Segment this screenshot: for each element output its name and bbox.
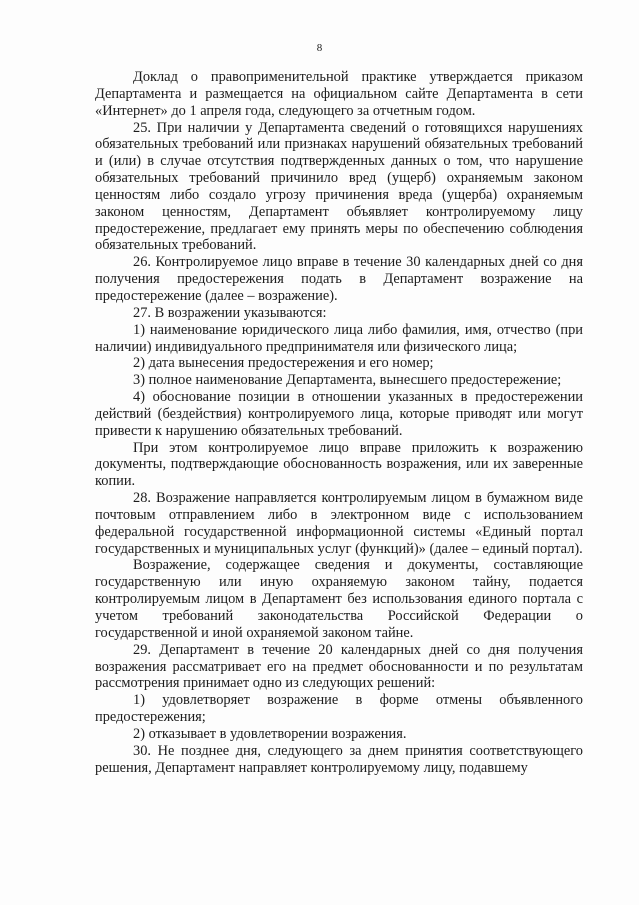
paragraph: 29. Департамент в течение 20 календарных дней со дня получения возражения рассматривает его на предмет обоснованности и по результатам рассмотрения принимает одно из следующих решений: — [95, 641, 583, 692]
paragraph: 2) отказывает в удовлетворении возражения. — [133, 725, 407, 742]
paragraph: 3) полное наименование Департамента, вынесшего предостережение; — [133, 372, 562, 389]
paragraph: 2) дата вынесения предостережения и его номер; — [133, 355, 434, 372]
paragraph: 26. Контролируемое лицо вправе в течение 30 календарных дней со дня получения предостережения подать в Департамент возражение на предостережение (далее – возражение). — [95, 254, 583, 304]
paragraph: 27. В возражении указываются: — [133, 304, 327, 321]
paragraph: 30. Не позднее дня, следующего за днем принятия соответствующего решения, Департамент направляет контролируемому лицу, подавшему — [95, 742, 583, 776]
paragraph: При этом контролируемое лицо вправе приложить к возражению документы, подтверждающие обоснованность возражения, или их заверенные копии. — [95, 439, 583, 490]
paragraph: 25. При наличии у Департамента сведений о готовящихся нарушениях обязательных требований или признаках нарушений обязательных требований и (или) в случае отсутствия подтвержденных данных о том, что нарушение обязательных требований причинило вред (ущерб) охраняемым законом ценностям либо создало угрозу причинения вреда (ущерба) охраняемым законом ценностям, Департамент объявляет контролируемому лицу предостережение, предлагает ему принять меры по обеспечению соблюдения обязательных требований. — [95, 119, 583, 254]
paragraph: Возражение, содержащее сведения и документы, составляющие государственную или иную охраняемую законом тайну, подается контролируемым лицом в Департамент без использования единого портала с учетом требований законодательства Российской Федерации о государственной и иной охраняемой законом тайне. — [95, 557, 583, 641]
document-body — [95, 69, 583, 776]
paragraph: 1) удовлетворяет возражение в форме отмены объявленного предостережения; — [95, 692, 583, 726]
paragraph: Доклад о правоприменительной практике утверждается приказом Департамента и размещается на официальном сайте Департамента в сети «Интернет» до 1 апреля года, следующего за отчетным годом. — [95, 69, 583, 119]
paragraph: 28. Возражение направляется контролируемым лицом в бумажном виде почтовым отправлением либо в электронном виде с использованием федеральной государственной информационной системы «Единый портал государственных и муниципальных услуг (функций)» (далее – единый портал). — [95, 490, 583, 557]
paragraph: 1) наименование юридического лица либо фамилия, имя, отчество (при наличии) индивидуального предпринимателя или физического лица; — [95, 321, 583, 355]
paragraph: 4) обоснование позиции в отношении указанных в предостережении действий (бездействия) контролируемого лица, которые приводят или могут привести к нарушению обязательных требований. — [95, 389, 583, 439]
page-number: 8 — [316, 42, 323, 54]
